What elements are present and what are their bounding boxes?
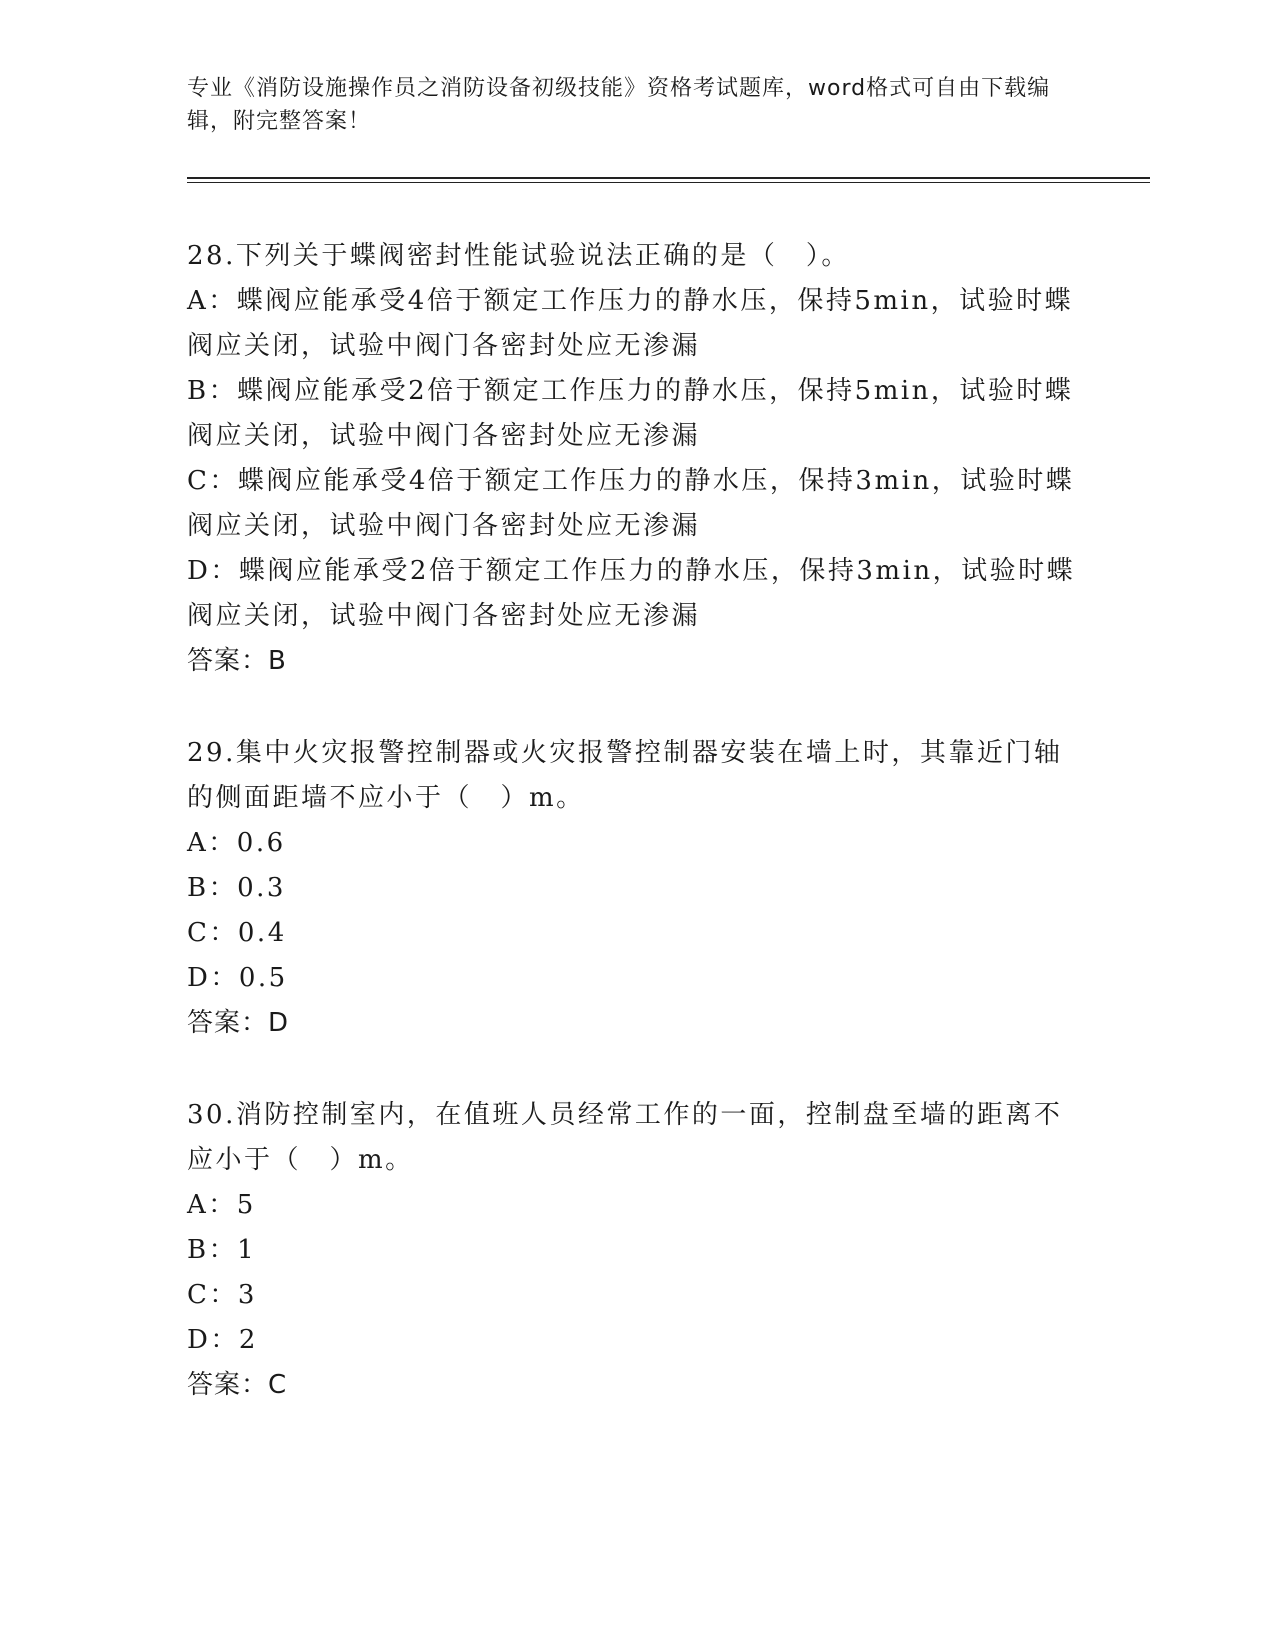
question-30 <box>187 1093 1087 1408</box>
header-divider-thin <box>187 182 1150 183</box>
answer: 答案：D <box>187 1008 290 1038</box>
question-text: 30.消防控制室内，在值班人员经常工作的一面，控制盘至墙的距离不应小于（ ）m。 <box>187 1100 1063 1175</box>
option-d: D：2 <box>187 1325 258 1355</box>
option-a: A：0.6 <box>187 828 286 858</box>
option-b: B：1 <box>187 1235 257 1265</box>
option-a: A：蝶阀应能承受4倍于额定工作压力的静水压，保持5min，试验时蝶阀应关闭，试验中阀门各密封处应无渗漏 <box>187 286 1074 361</box>
question-28 <box>187 234 1087 684</box>
option-c: C：3 <box>187 1280 257 1310</box>
option-b: B：蝶阀应能承受2倍于额定工作压力的静水压，保持5min，试验时蝶阀应关闭，试验中阀门各密封处应无渗漏 <box>187 376 1074 451</box>
option-c: C：0.4 <box>187 918 287 948</box>
question-text: 29.集中火灾报警控制器或火灾报警控制器安装在墙上时，其靠近门轴的侧面距墙不应小于（ ）m。 <box>187 738 1063 813</box>
answer: 答案：B <box>187 646 287 676</box>
answer: 答案：C <box>187 1370 288 1400</box>
header-divider <box>187 177 1150 179</box>
option-a: A：5 <box>187 1190 256 1220</box>
question-list <box>187 234 1087 1455</box>
option-b: B：0.3 <box>187 873 286 903</box>
option-c: C：蝶阀应能承受4倍于额定工作压力的静水压，保持3min，试验时蝶阀应关闭，试验中阀门各密封处应无渗漏 <box>187 466 1075 541</box>
option-d: D：0.5 <box>187 963 288 993</box>
question-text: 28.下列关于蝶阀密封性能试验说法正确的是（ ）。 <box>187 241 850 271</box>
document-header: 专业《消防设施操作员之消防设备初级技能》资格考试题库，word格式可自由下载编辑，附完整答案！ <box>187 76 1051 134</box>
option-d: D：蝶阀应能承受2倍于额定工作压力的静水压，保持3min，试验时蝶阀应关闭，试验中阀门各密封处应无渗漏 <box>187 556 1076 631</box>
question-29 <box>187 731 1087 1046</box>
